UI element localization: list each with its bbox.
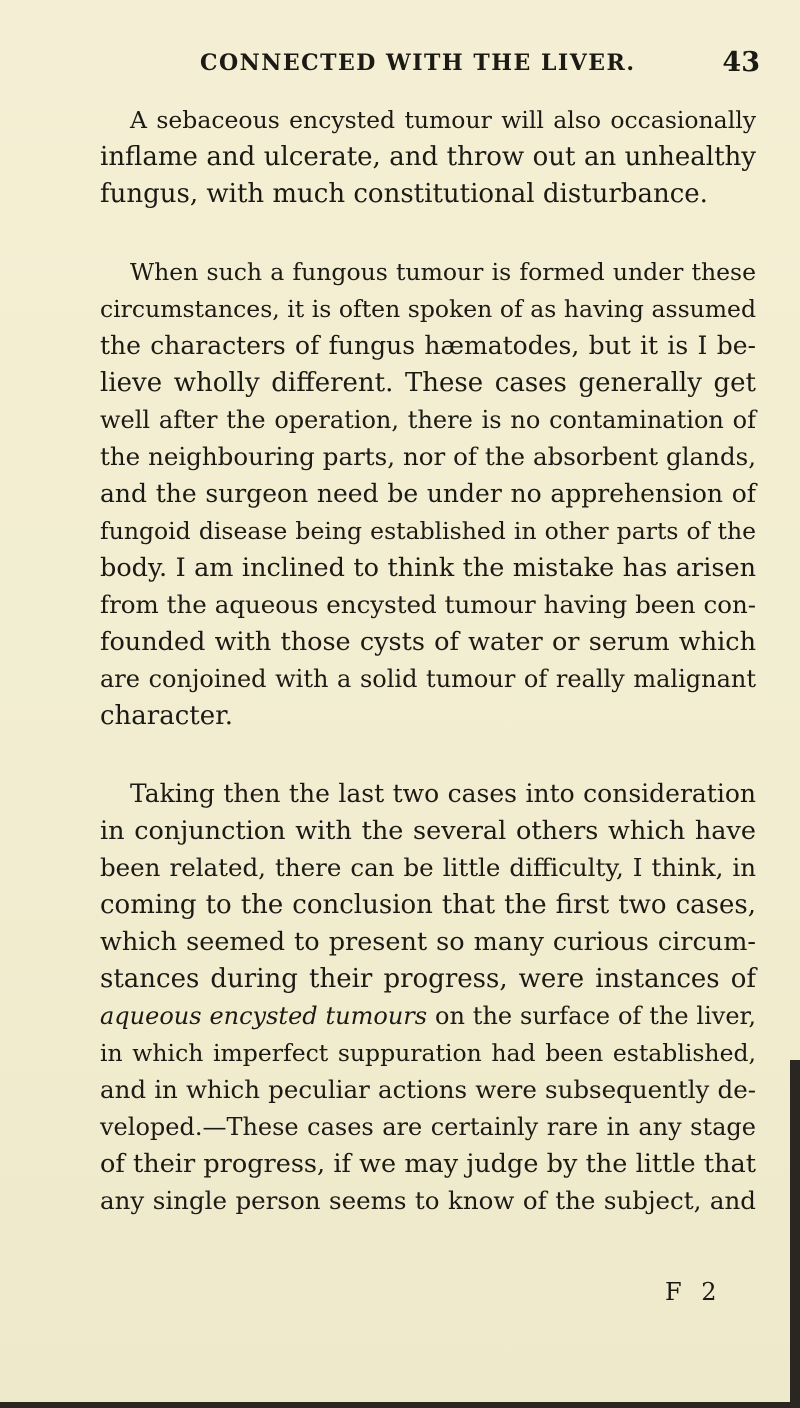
text-line: lieve wholly different. These cases generally get <box>100 368 756 398</box>
text-line: the neighbouring parts, nor of the absorbent glands, <box>100 442 756 471</box>
text-line: A sebaceous encysted tumour will also occasionally <box>130 106 756 134</box>
text-line: in which imperfect suppuration had been established, <box>100 1039 756 1067</box>
text-line: founded with those cysts of water or serum which <box>100 627 756 657</box>
text-line: When such a fungous tumour is formed under these <box>130 258 756 286</box>
text-line: inflame and ulcerate, and throw out an unhealthy <box>100 142 756 172</box>
text-line: circumstances, it is often spoken of as having assumed <box>100 295 756 323</box>
text-line: Taking then the last two cases into consideration <box>130 779 756 808</box>
text-line: been related, there can be little difficulty, I think, in <box>100 853 756 882</box>
page-edge-shadow <box>790 1060 800 1408</box>
text-line: body. I am inclined to think the mistake has arisen <box>100 553 756 583</box>
signature-mark: F 2 <box>665 1278 723 1306</box>
text-line: veloped.—These cases are certainly rare in any stage <box>100 1113 756 1141</box>
text-line-rest: on the surface of the liver, <box>435 1002 756 1030</box>
text-line: and in which peculiar actions were subsequently de- <box>100 1075 756 1104</box>
text-line: which seemed to present so many curious circum- <box>100 927 756 957</box>
running-head <box>200 47 760 86</box>
text-line: of their progress, if we may judge by the little that <box>100 1149 756 1179</box>
running-title: CONNECTED WITH THE LIVER. <box>200 50 636 76</box>
text-line: in conjunction with the several others which have <box>100 816 756 846</box>
page-bottom-edge <box>0 1402 800 1408</box>
text-line: coming to the conclusion that the first two cases, <box>100 890 756 920</box>
text-line: the characters of fungus hæmatodes, but it is I be- <box>100 331 756 360</box>
text-line: stances during their progress, were instances of <box>100 964 756 994</box>
page-number: 43 <box>722 47 760 78</box>
text-line-with-italic <box>100 999 756 1035</box>
italic-phrase: aqueous encysted tumours <box>100 1002 428 1030</box>
text-line: are conjoined with a solid tumour of really malignant <box>100 665 756 693</box>
text-line: any single person seems to know of the subject, and <box>100 1186 756 1215</box>
text-line: fungus, with much constitutional disturbance. <box>100 179 708 209</box>
text-line: character. <box>100 701 233 731</box>
text-line: well after the operation, there is no contamination of <box>100 406 756 434</box>
text-line: from the aqueous encysted tumour having been con- <box>100 590 756 619</box>
text-line: fungoid disease being established in other parts of the <box>100 517 756 545</box>
text-line: and the surgeon need be under no apprehension of <box>100 479 756 508</box>
